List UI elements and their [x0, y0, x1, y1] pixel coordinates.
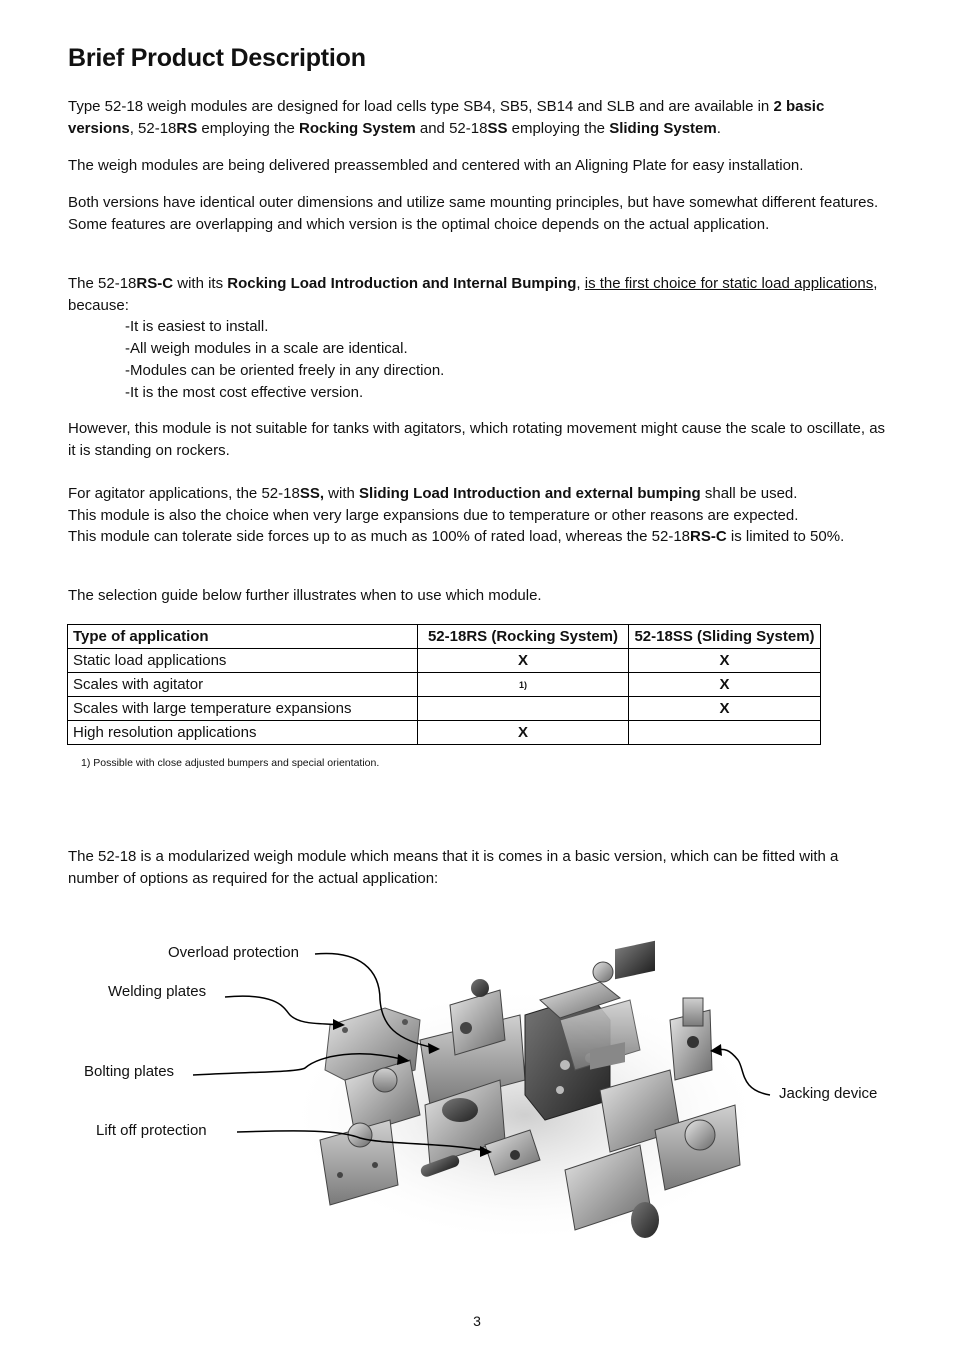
rsc-paragraph: The 52-18RS-C with its Rocking Load Introduction and Internal Bumping, is the first choice for static load applications, because: -It is easiest to install. -All weigh modules in a scale are identical. -Modules can be oriented freely in any direction. -It is the most cost effective version. [68, 273, 888, 403]
bullet-item: -Modules can be oriented freely in any direction. [125, 361, 445, 379]
modular-paragraph: The 52-18 is a modularized weigh module which means that it is comes in a basic version, which can be fitted with a number of options as required for the actual application: [68, 848, 839, 887]
versions-paragraph: Both versions have identical outer dimensions and utilize same mounting principles, but have somewhat different features. Some features are overlapping and which version is the optimal choice depends on the actual application. [68, 194, 879, 233]
table-cell: X [418, 721, 629, 745]
bullet-item: -It is easiest to install. [125, 318, 269, 336]
label-welding-plates: Welding plates [108, 983, 207, 1000]
table-row [68, 721, 821, 745]
table-row [68, 649, 821, 673]
table-cell: Static load applications [68, 649, 418, 673]
table-cell: X [629, 697, 821, 721]
table-cell: 1) [418, 673, 629, 697]
agitator-warning-paragraph: However, this module is not suitable for tanks with agitators, which rotating movement might cause the scale to oscillate, as it is standing on rockers. [68, 420, 886, 459]
selection-guide-intro: The selection guide below further illustrates when to use which module. [68, 587, 542, 604]
table-cell: X [629, 649, 821, 673]
label-overload-protection: Overload protection [168, 944, 299, 961]
table-cell: High resolution applications [68, 721, 418, 745]
column-header: Type of application [68, 625, 418, 649]
table-cell: X [629, 673, 821, 697]
ss-paragraph: For agitator applications, the 52-18SS, with Sliding Load Introduction and external bumping shall be used. This module is also the choice when very large expansions due to temperature or other reasons are expected. This module can tolerate side forces up to as much as 100% of rated load, whereas the 52-18RS-C is limited to 50%. [68, 485, 845, 546]
table-cell: Scales with agitator [68, 673, 418, 697]
table-cell: Scales with large temperature expansions [68, 697, 418, 721]
table-footnote: 1) Possible with close adjusted bumpers and special orientation. [81, 757, 380, 769]
delivery-paragraph: The weigh modules are being delivered preassembled and centered with an Aligning Plate for easy installation. [68, 157, 804, 174]
column-header: 52-18RS (Rocking System) [418, 625, 629, 649]
selection-table [67, 624, 821, 745]
label-bolting-plates: Bolting plates [84, 1063, 175, 1080]
table-header-row [68, 625, 821, 649]
label-jacking-device: Jacking device [779, 1085, 878, 1102]
column-header: 52-18SS (Sliding System) [629, 625, 821, 649]
bullet-item: -It is the most cost effective version. [125, 383, 364, 401]
table-cell [418, 697, 629, 721]
table-row [68, 673, 821, 697]
intro-paragraph: Type 52-18 weigh modules are designed for load cells type SB4, SB5, SB14 and SLB and are available in 2 basic versions, 52-18RS employing the Rocking System and 52-18SS employing the Sliding System. [68, 98, 825, 137]
table-cell: X [418, 649, 629, 673]
page-number: 3 [473, 1313, 481, 1329]
label-lift-off-protection: Lift off protection [96, 1122, 207, 1139]
bullet-item: -All weigh modules in a scale are identical. [125, 340, 408, 358]
table-row [68, 697, 821, 721]
welding-arrow [225, 996, 340, 1025]
table-cell [629, 721, 821, 745]
page-title: Brief Product Description [68, 44, 366, 72]
